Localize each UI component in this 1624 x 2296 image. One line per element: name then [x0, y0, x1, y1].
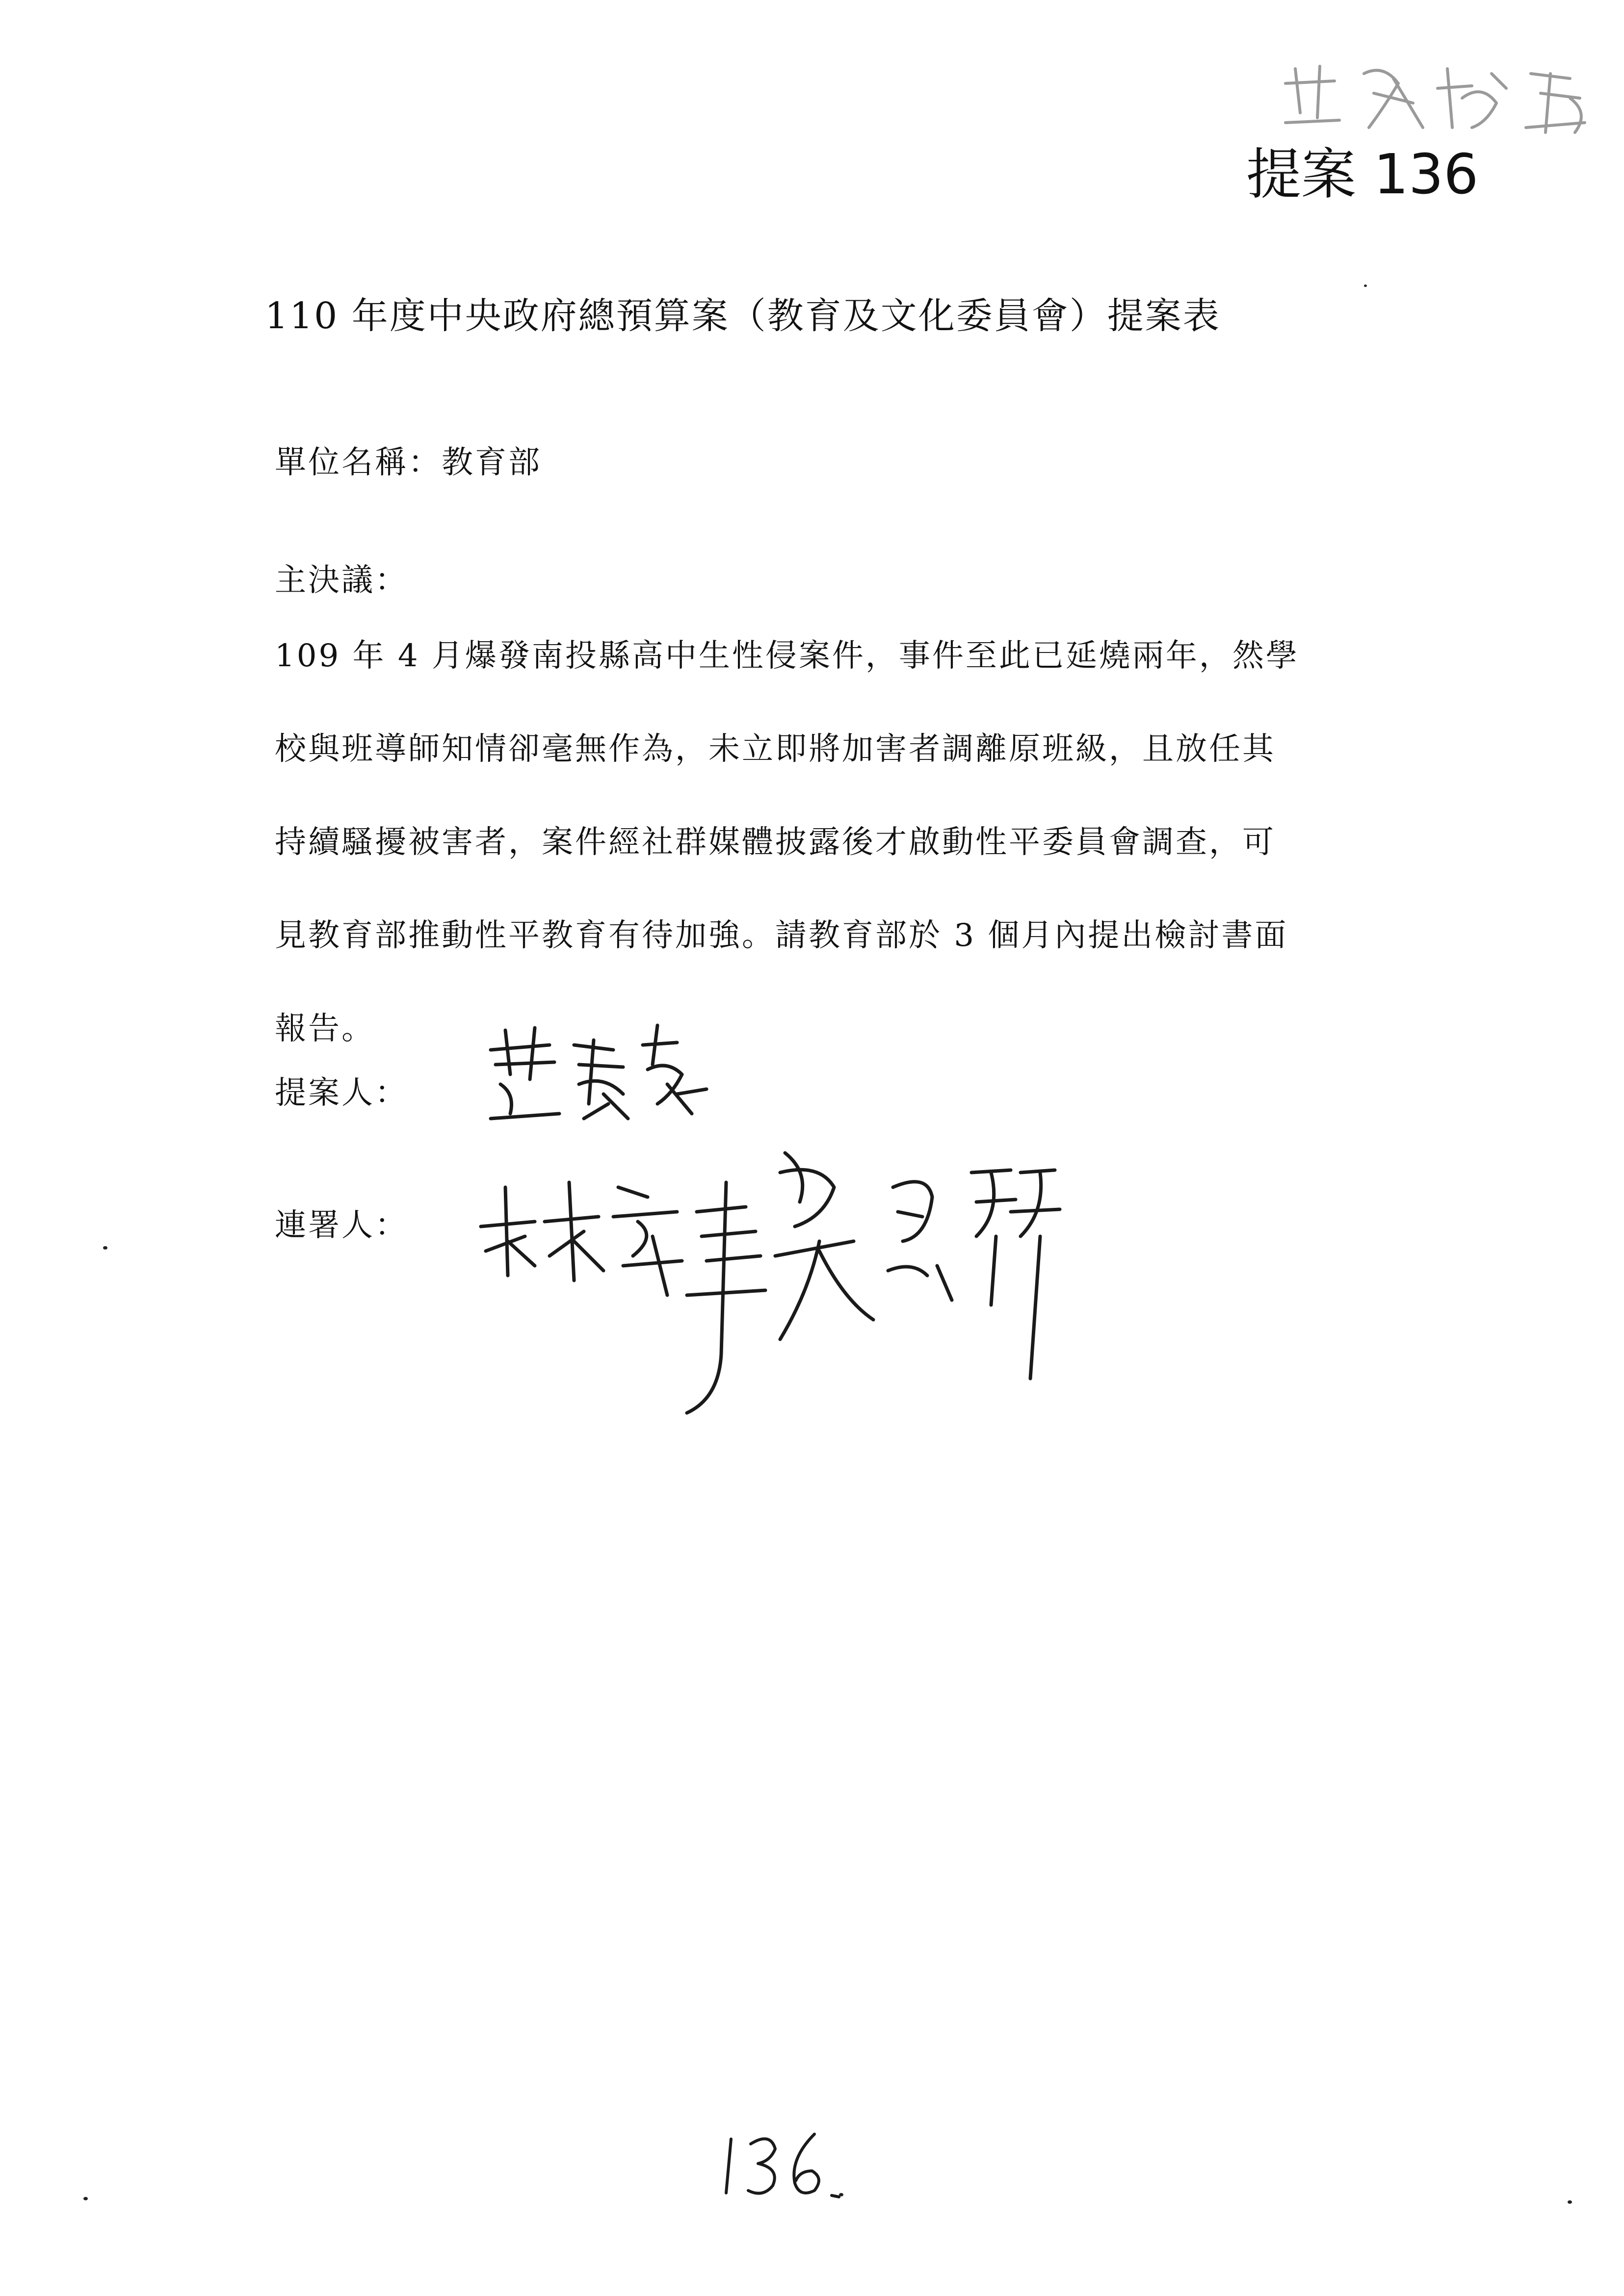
- scan-speck: [1364, 285, 1367, 287]
- cosigner-signature: [471, 1168, 775, 1423]
- resolution-line: 109 年 4 月爆發南投縣高中生性侵案件，事件至此已延燒兩年，然學: [275, 638, 1299, 674]
- scan-speck: [839, 2193, 843, 2196]
- resolution-line: 校與班導師知情卻毫無作為，未立即將加害者調離原班級，且放任其: [275, 731, 1276, 767]
- cosigner-label: 連署人：: [275, 1207, 408, 1244]
- cosigner-signature: [765, 1143, 1070, 1418]
- page-number: [716, 2129, 854, 2213]
- scan-speck: [103, 1246, 107, 1250]
- unit-line: 單位名稱：教育部: [275, 444, 542, 481]
- scan-speck: [83, 2197, 88, 2200]
- resolution-line: 見教育部推動性平教育有待加強。請教育部於 3 個月內提出檢討書面: [275, 917, 1288, 954]
- proposer-signature: [481, 1020, 716, 1138]
- resolution-line: 報告。: [275, 1011, 375, 1047]
- proposal-number: 提案 136: [1246, 143, 1479, 207]
- cosigner-signature-text: 吳思瑤: [765, 1143, 767, 1144]
- stamp-signature: [1276, 54, 1599, 147]
- document-title: 110 年度中央政府總預算案（教育及文化委員會）提案表: [265, 295, 1221, 337]
- proposer-signature-text: 萬美玲: [481, 1020, 482, 1021]
- proposer-label: 提案人：: [275, 1075, 408, 1111]
- resolution-label: 主決議：: [275, 562, 408, 599]
- page-number-text: 136: [716, 2129, 717, 2130]
- scan-speck: [1568, 2200, 1572, 2204]
- resolution-line: 持續騷擾被害者，案件經社群媒體披露後才啟動性平委員會調查，可: [275, 824, 1276, 861]
